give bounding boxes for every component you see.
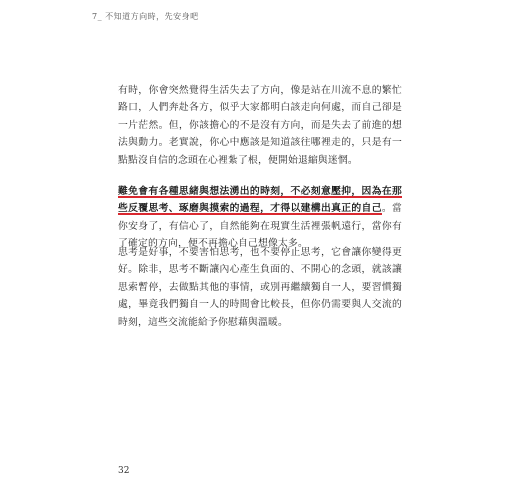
chapter-header: 7_ 不知道方向時，先安身吧 <box>92 12 199 21</box>
page-number: 32 <box>118 466 130 476</box>
paragraph-2 <box>118 183 402 253</box>
paragraph-1: 有時，你會突然覺得生活失去了方向，像是站在川流不息的繁忙路口，人們奔赴各方，似乎大家都明白該走向何處，而自己卻是一片茫然。但，你該擔心的不是沒有方向，而是失去了前進的想法與動力。老實說，你心中應該是知道該往哪裡走的，只是有一點點沒自信的念頭在心裡紮了根，便開始退縮與迷惘。 <box>118 85 402 166</box>
paragraph-3: 思考是好事，不要害怕思考，也不要停止思考，它會讓你變得更好。除非，思考不斷讓內心產生負面的、不開心的念頭，就該讓思索暫停，去做點其他的事情，或別再繼續獨自一人，要習慣獨處，畢竟我們獨自一人的時間會比較長，但你仍需要與人交流的時刻，這些交流能給予你慰藉與溫暖。 <box>118 247 402 328</box>
paragraph-2-rest: 。當你安身了，有信心了，自然能夠在現實生活裡張帆遠行，當你有了確定的方向，便不再擔心自己想像太多。 <box>118 203 403 250</box>
highlighted-passage: 難免會有各種思緒與想法湧出的時刻，不必刻意壓抑，因為在那些反覆思考、琢磨與摸索的過程，才得以建構出真正的自己 <box>118 186 402 215</box>
